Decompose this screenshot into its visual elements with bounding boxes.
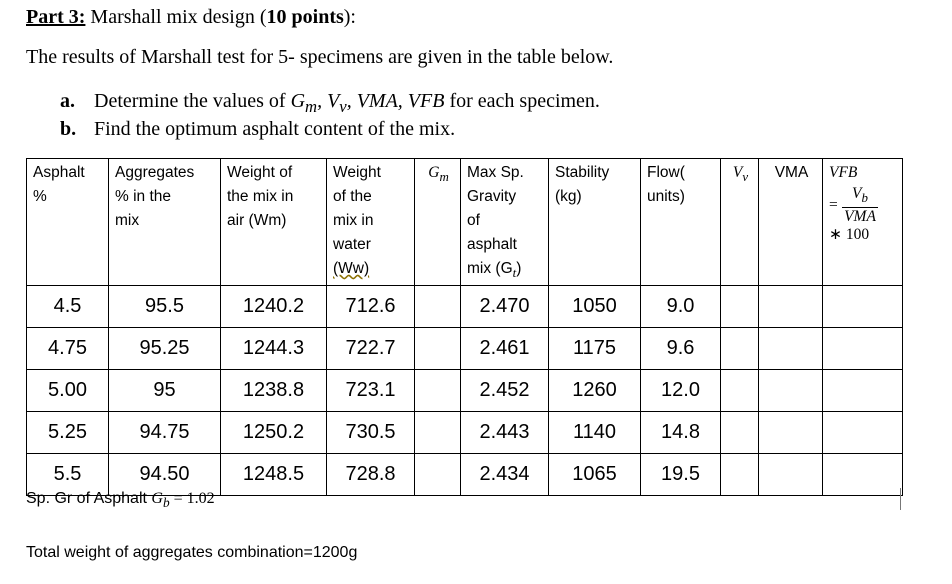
- table-row: [27, 328, 903, 370]
- cell-vfb: [823, 454, 903, 496]
- header-stability-line: (kg): [555, 188, 582, 205]
- header-flow-line: units): [647, 188, 685, 205]
- cell-aggregates: 94.75: [109, 412, 221, 454]
- header-flow-line: Flow(: [647, 164, 685, 181]
- task-b-label: b.: [60, 118, 77, 140]
- header-vfb-num-sub: b: [861, 190, 868, 206]
- math-gm-sub: m: [305, 97, 318, 116]
- cell-weight-water: 712.6: [327, 286, 415, 328]
- cell-aggregates: 95.25: [109, 328, 221, 370]
- task-a: [60, 90, 600, 117]
- cell-asphalt: 4.75: [27, 328, 109, 370]
- text-cursor-mark: [900, 488, 901, 510]
- header-vma-text: VMA: [774, 164, 809, 181]
- cell-aggregates: 94.50: [109, 454, 221, 496]
- cell-gm: [415, 286, 461, 328]
- header-vv-sub: v: [742, 169, 749, 185]
- table-row: [27, 412, 903, 454]
- task-a-label: a.: [60, 90, 75, 112]
- cell-flow: 14.8: [641, 412, 721, 454]
- part-title: [26, 6, 356, 29]
- header-weight-air-line: the mix in: [227, 188, 294, 205]
- cell-weight-air: 1248.5: [221, 454, 327, 496]
- cell-max-sp-gravity: 2.461: [461, 328, 549, 370]
- sp-gr-symbol: G: [151, 490, 163, 507]
- math-vv: , V: [317, 90, 340, 112]
- header-gm-sub: m: [439, 169, 449, 185]
- header-aggregates: [109, 159, 221, 286]
- header-vfb-num: V: [852, 185, 862, 202]
- cell-vv: [721, 370, 759, 412]
- header-vfb-fraction: [842, 185, 878, 226]
- header-weight-water-line: of the: [333, 188, 372, 205]
- cell-vfb: [823, 286, 903, 328]
- sp-gr-value: = 1.02: [169, 490, 215, 507]
- cell-stability: 1050: [549, 286, 641, 328]
- cell-weight-air: 1244.3: [221, 328, 327, 370]
- total-aggregates-weight: Total weight of aggregates combination=1200g: [26, 544, 358, 561]
- header-weight-water-line: mix in: [333, 212, 374, 229]
- header-aggregates-line: % in the: [115, 188, 172, 205]
- sp-gr-sub: b: [162, 495, 170, 511]
- header-weight-air-line: Weight of: [227, 164, 293, 181]
- cell-aggregates: 95: [109, 370, 221, 412]
- header-max-sp-sub: t: [512, 265, 517, 281]
- cell-flow: 9.6: [641, 328, 721, 370]
- header-weight-water: [327, 159, 415, 286]
- cell-max-sp-gravity: 2.470: [461, 286, 549, 328]
- table-row: [27, 370, 903, 412]
- header-weight-air-line: air (Wm): [227, 212, 287, 229]
- cell-gm: [415, 454, 461, 496]
- cell-asphalt: 5.25: [27, 412, 109, 454]
- header-vfb-top: VFB: [829, 164, 858, 181]
- header-weight-water-line: Weight: [333, 164, 381, 181]
- header-aggregates-line: Aggregates: [115, 164, 195, 181]
- math-vv-sub: v: [339, 97, 347, 116]
- cell-vma: [759, 370, 823, 412]
- header-vv: [721, 159, 759, 286]
- header-aggregates-line: mix: [115, 212, 140, 229]
- cell-stability: 1175: [549, 328, 641, 370]
- header-stability-line: Stability: [555, 164, 610, 181]
- cell-flow: 12.0: [641, 370, 721, 412]
- cell-vma: [759, 328, 823, 370]
- header-max-sp-line: Max Sp.: [467, 164, 524, 181]
- cell-weight-air: 1250.2: [221, 412, 327, 454]
- cell-aggregates: 95.5: [109, 286, 221, 328]
- part-number: Part 3:: [26, 6, 86, 28]
- cell-vma: [759, 286, 823, 328]
- cell-vfb: [823, 412, 903, 454]
- sp-gr-label: Sp. Gr of Asphalt: [26, 490, 152, 507]
- cell-vfb: [823, 370, 903, 412]
- task-a-text-after: for each specimen.: [444, 90, 600, 112]
- header-vfb-mult: ∗ 100: [829, 226, 870, 244]
- header-weight-water-line: water: [333, 236, 371, 253]
- cell-vma: [759, 412, 823, 454]
- cell-weight-water: 723.1: [327, 370, 415, 412]
- header-weight-water-line: (Ww): [333, 260, 370, 277]
- header-max-sp-line: of: [467, 212, 480, 229]
- cell-flow: 9.0: [641, 286, 721, 328]
- header-vv-symbol: V: [732, 164, 743, 181]
- math-gm: G: [290, 90, 306, 112]
- header-vfb-eq: =: [829, 196, 838, 214]
- header-max-sp-mix: mix (G: [467, 260, 513, 277]
- cell-vv: [721, 286, 759, 328]
- header-flow: [641, 159, 721, 286]
- cell-vv: [721, 328, 759, 370]
- header-weight-air: [221, 159, 327, 286]
- cell-vma: [759, 454, 823, 496]
- cell-vv: [721, 454, 759, 496]
- cell-stability: 1140: [549, 412, 641, 454]
- cell-flow: 19.5: [641, 454, 721, 496]
- cell-stability: 1260: [549, 370, 641, 412]
- results-table: [26, 158, 903, 496]
- header-max-sp-gravity: [461, 159, 549, 286]
- table-header-row: [27, 159, 903, 286]
- cell-max-sp-gravity: 2.443: [461, 412, 549, 454]
- part-points: 10 points: [266, 6, 344, 28]
- cell-gm: [415, 328, 461, 370]
- math-vma-vfb: , VMA, VFB: [346, 90, 445, 112]
- header-gm-symbol: G: [428, 164, 440, 181]
- task-a-text: Determine the values of: [94, 90, 291, 112]
- cell-asphalt: 5.00: [27, 370, 109, 412]
- header-vfb-numerator: [842, 185, 878, 208]
- header-asphalt-line: %: [33, 188, 47, 205]
- part-name: Marshall mix design (: [85, 6, 267, 28]
- header-max-sp-close: ): [516, 260, 522, 277]
- cell-asphalt: 5.5: [27, 454, 109, 496]
- cell-weight-water: 722.7: [327, 328, 415, 370]
- header-max-sp-line: asphalt: [467, 236, 517, 253]
- header-vfb: [823, 159, 903, 286]
- sp-gr-math: [151, 490, 215, 511]
- cell-max-sp-gravity: 2.434: [461, 454, 549, 496]
- cell-asphalt: 4.5: [27, 286, 109, 328]
- part-title-close: ):: [343, 6, 356, 28]
- cell-weight-water: 728.8: [327, 454, 415, 496]
- cell-gm: [415, 412, 461, 454]
- header-max-sp-line: Gravity: [467, 188, 517, 205]
- header-asphalt-line: Asphalt: [33, 164, 85, 181]
- task-a-math: [290, 90, 445, 116]
- header-vfb-denominator: VMA: [844, 208, 876, 226]
- header-asphalt: [27, 159, 109, 286]
- task-b-text: Find the optimum asphalt content of the mix.: [94, 118, 456, 140]
- cell-gm: [415, 370, 461, 412]
- cell-weight-air: 1238.8: [221, 370, 327, 412]
- header-vfb-formula: [829, 185, 898, 226]
- table-row: [27, 286, 903, 328]
- header-vma: [759, 159, 823, 286]
- header-stability: [549, 159, 641, 286]
- header-gm: [415, 159, 461, 286]
- cell-weight-air: 1240.2: [221, 286, 327, 328]
- asphalt-specific-gravity: [26, 490, 215, 511]
- intro-text: The results of Marshall test for 5- specimens are given in the table below.: [26, 46, 614, 68]
- cell-vv: [721, 412, 759, 454]
- cell-vfb: [823, 328, 903, 370]
- cell-stability: 1065: [549, 454, 641, 496]
- task-b: [60, 118, 455, 141]
- header-max-sp-line: [467, 257, 544, 285]
- cell-max-sp-gravity: 2.452: [461, 370, 549, 412]
- cell-weight-water: 730.5: [327, 412, 415, 454]
